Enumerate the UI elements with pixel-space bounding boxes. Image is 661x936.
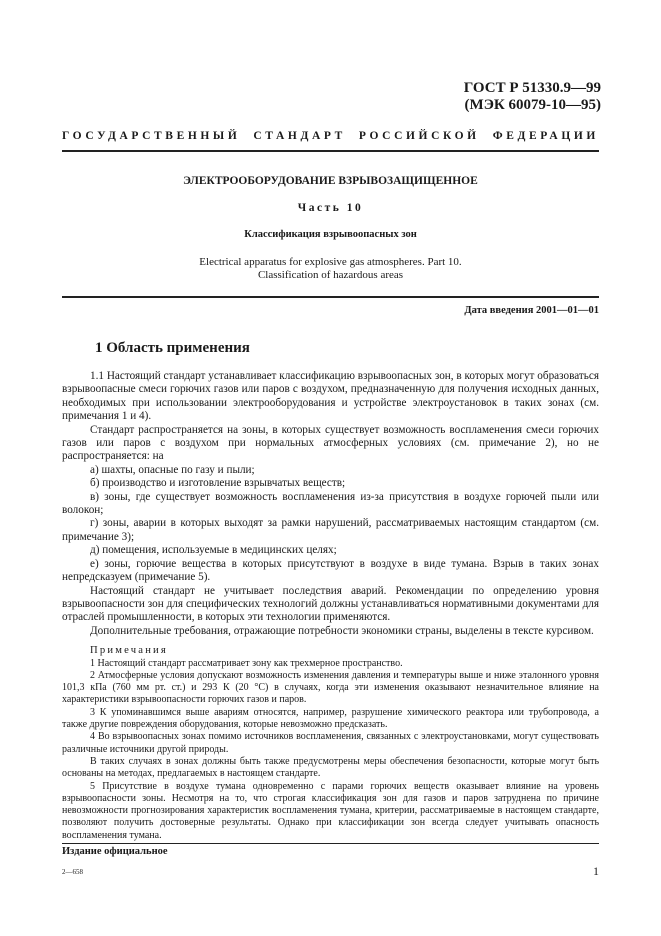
state-standard-word: СТАНДАРТ (253, 130, 346, 142)
section-heading: 1 Область применения (95, 340, 250, 356)
note: 3 К упоминавшимся выше авариям относятся, например, разрушение химического реактора или трубопровода, а также другие повреждения оборудования, которые невозможно предсказать. (62, 706, 599, 731)
note: 1 Настоящий стандарт рассматривает зону как трехмерное пространство. (90, 657, 403, 669)
introduction-date: Дата введения 2001—01—01 (464, 305, 599, 316)
notes-heading: Примечания (90, 645, 168, 657)
state-standard-word: ФЕДЕРАЦИИ (492, 130, 599, 142)
document-subtitle: Классификация взрывоопасных зон (244, 229, 417, 240)
header-divider (62, 150, 599, 152)
body-text (62, 370, 599, 842)
state-standard-heading (62, 130, 599, 142)
list-item: д) помещения, используемые в медицинских целях; (90, 544, 337, 557)
note: 5 Присутствие в воздухе тумана одновременно с парами горючих веществ оказывает влияние на уровень взрывоопасности зоны. Несмотря на то, что строгая классификация зон для газов и паров затруднена по причине невозможности прогнозирования характеристик воспламенения тумана, критерии, рассматриваемые в настоящем стандарте, позволяют получить достоверные результаты. Однако при классификации зон всегда следует учитывать опасность воспламенения тумана. (62, 780, 599, 841)
print-code: 2—658 (62, 868, 83, 876)
english-title (62, 256, 599, 281)
footer-divider (62, 843, 599, 844)
paragraph: Стандарт распространяется на зоны, в которых существует возможность воспламенения смеси горючих газов или паров с воздухом при нормальных атмосферных условиях (см. примечание 2), но не распространяется: на (62, 423, 599, 463)
part-label: Часть 10 (297, 202, 364, 214)
list-item: е) зоны, горючие вещества в которых присутствуют в воздухе в виде тумана. Взрыв в таких зонах непредсказуем (примечание 5). (62, 557, 599, 584)
page-number: 1 (593, 864, 599, 878)
paragraph: Дополнительные требования, отражающие потребности экономики страны, выделены в тексте курсивом. (90, 624, 594, 637)
list-item: в) зоны, где существует возможность воспламенения из-за присутствия в воздухе горючей пыли или волокон; (62, 490, 599, 517)
document-title: ЭЛЕКТРООБОРУДОВАНИЕ ВЗРЫВОЗАЩИЩЕННОЕ (183, 175, 478, 187)
note: В таких случаях в зонах должны быть также предусмотрены меры обеспечения безопасности, которые могут быть основаны на методах, предлагаемых в настоящем стандарте. (62, 755, 599, 780)
official-edition-label: Издание официальное (62, 846, 168, 857)
note: 2 Атмосферные условия допускают возможность изменения давления и температуры выше и ниже эталонного уровня 101,3 кПа (760 мм рт. ст.) и 293 К (20 °С) в случаях, когда эти изменения оказывают незначительное влияние на характеристики взрывоопасности горючих газов и паров. (62, 669, 599, 706)
paragraph: 1.1 Настоящий стандарт устанавливает классификацию взрывоопасных зон, в которых могут образоваться взрывоопасные смеси горючих газов или паров с воздухом, предназначенную для получения исходных данных, необходимых при использовании электрооборудования и устройстве электроустановок в таких зонах (см. примечания 1 и 4). (62, 370, 599, 423)
state-standard-word: ГОСУДАРСТВЕННЫЙ (62, 130, 241, 142)
title-divider (62, 296, 599, 298)
english-title-line: Electrical apparatus for explosive gas atmospheres. Part 10. (199, 256, 462, 268)
state-standard-word: РОССИЙСКОЙ (358, 130, 480, 142)
iec-number: (МЭК 60079-10—95) (464, 97, 601, 113)
list-item: г) зоны, аварии в которых выходят за рамки нарушений, рассматриваемых настоящим стандартом (см. примечание 3); (62, 517, 599, 543)
gost-number: ГОСТ Р 51330.9—99 (463, 80, 601, 96)
english-title-line: Classification of hazardous areas (257, 268, 404, 281)
list-item: а) шахты, опасные по газу и пыли; (90, 463, 255, 476)
list-item: б) производство и изготовление взрывчатых веществ; (90, 477, 346, 490)
note: 4 Во взрывоопасных зонах помимо источников воспламенения, связанных с электроустановками, могут существовать различные источники другой природы. (62, 731, 599, 755)
standard-number-block (464, 80, 601, 114)
paragraph: Настоящий стандарт не учитывает последствия аварий. Рекомендации по определению уровня взрывоопасности зон для специфических технологий должны устанавливаться нормативными документами для отраслей промышленности, в которых эти технологии применяются. (62, 584, 599, 624)
